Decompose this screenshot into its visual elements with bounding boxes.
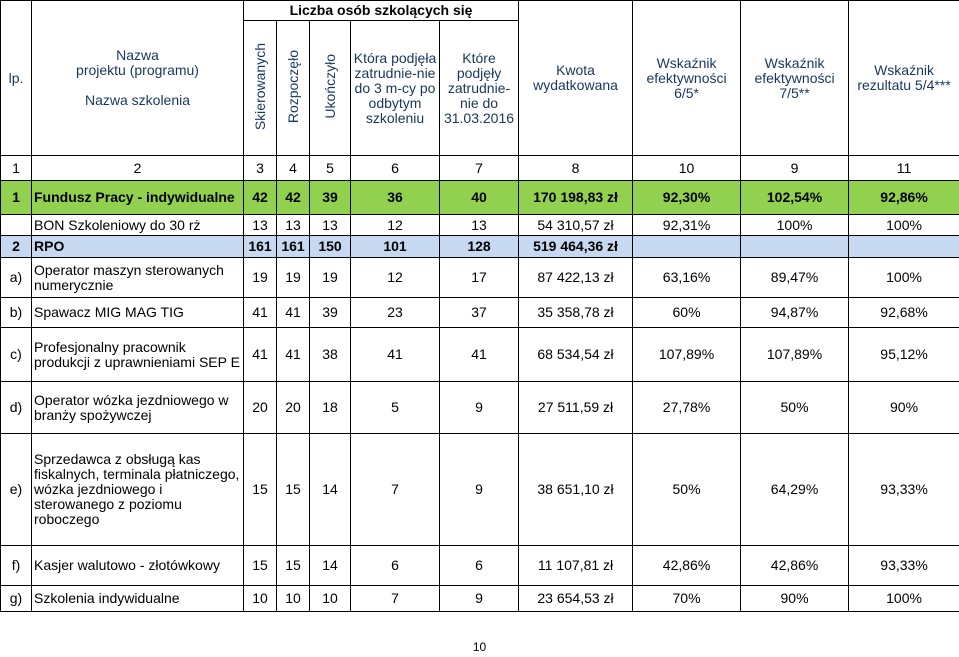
- row-cell-c7: 9: [440, 586, 519, 612]
- skierowanych-label: Skierowanych: [251, 42, 268, 131]
- row-cell-c11: 93,33%: [849, 434, 959, 546]
- row-cell-c5: 39: [310, 298, 351, 328]
- row-cell-c6: 23: [351, 298, 440, 328]
- colnum: 5: [310, 156, 351, 181]
- row-cell-c7: 9: [440, 434, 519, 546]
- row-cell-c5: 39: [310, 181, 351, 215]
- col-w65-header: Wskaźnik efektywności 6/5*: [633, 1, 741, 156]
- row-cell-c3: 15: [244, 434, 277, 546]
- row-cell-c4: 42: [277, 181, 310, 215]
- row-cell-c10: 42,86%: [741, 546, 849, 586]
- row-name: BON Szkoleniowy do 30 rż: [32, 215, 244, 236]
- row-lp: f): [1, 546, 32, 586]
- row-cell-c5: 14: [310, 546, 351, 586]
- row-cell-c10: 107,89%: [741, 328, 849, 382]
- row-cell-c6: 12: [351, 215, 440, 236]
- row-cell-c3: 41: [244, 328, 277, 382]
- row-cell-c7: 6: [440, 546, 519, 586]
- col-ukonczylo-header: [310, 21, 351, 156]
- table-row: [1, 298, 959, 328]
- group-header: Liczba osób szkolących się: [244, 1, 519, 21]
- row-cell-c5: 18: [310, 382, 351, 434]
- col-name-header: [32, 1, 244, 156]
- row-cell-c5: 13: [310, 215, 351, 236]
- row-cell-c10: 94,87%: [741, 298, 849, 328]
- row-cell-c7: 13: [440, 215, 519, 236]
- row-cell-c4: 15: [277, 546, 310, 586]
- row-cell-c6: 7: [351, 434, 440, 546]
- row-cell-c4: 41: [277, 298, 310, 328]
- table-row: [1, 236, 959, 258]
- row-cell-c3: 19: [244, 258, 277, 298]
- column-numbers-row: [1, 156, 959, 181]
- row-cell-c9: 60%: [633, 298, 741, 328]
- colnum: 3: [244, 156, 277, 181]
- row-cell-c4: 15: [277, 434, 310, 546]
- row-lp: b): [1, 298, 32, 328]
- row-cell-c11: [849, 236, 959, 258]
- ukonczylo-label: Ukończyło: [321, 54, 338, 119]
- row-cell-c11: 100%: [849, 258, 959, 298]
- row-cell-c8: 87 422,13 zł: [519, 258, 633, 298]
- table-row: [1, 258, 959, 298]
- row-cell-c11: 100%: [849, 215, 959, 236]
- row-cell-c8: 11 107,81 zł: [519, 546, 633, 586]
- colnum: 10: [633, 156, 741, 181]
- row-name: Profesjonalny pracownik produkcji z uprawnieniami SEP E: [32, 328, 244, 382]
- row-name: Spawacz MIG MAG TIG: [32, 298, 244, 328]
- row-cell-c5: 14: [310, 434, 351, 546]
- row-cell-c4: 13: [277, 215, 310, 236]
- row-cell-c8: 38 651,10 zł: [519, 434, 633, 546]
- row-cell-c10: 102,54%: [741, 181, 849, 215]
- row-lp: 2: [1, 236, 32, 258]
- row-cell-c9: 92,30%: [633, 181, 741, 215]
- table-row: [1, 215, 959, 236]
- table-row: [1, 434, 959, 546]
- row-cell-c3: 10: [244, 586, 277, 612]
- row-cell-c9: 42,86%: [633, 546, 741, 586]
- row-cell-c6: 101: [351, 236, 440, 258]
- row-cell-c8: 23 654,53 zł: [519, 586, 633, 612]
- colnum: 9: [741, 156, 849, 181]
- row-cell-c10: 90%: [741, 586, 849, 612]
- rozpoczelo-label: Rozpoczęło: [284, 49, 301, 124]
- row-lp: c): [1, 328, 32, 382]
- table-row: [1, 586, 959, 612]
- row-cell-c4: 10: [277, 586, 310, 612]
- row-cell-c3: 15: [244, 546, 277, 586]
- row-cell-c11: 100%: [849, 586, 959, 612]
- row-cell-c5: 19: [310, 258, 351, 298]
- row-cell-c6: 5: [351, 382, 440, 434]
- table-row: [1, 382, 959, 434]
- row-lp: 1: [1, 181, 32, 215]
- name-header-line3: Nazwa szkolenia: [84, 92, 191, 108]
- row-cell-c6: 7: [351, 586, 440, 612]
- row-cell-c4: 161: [277, 236, 310, 258]
- row-name: Fundusz Pracy - indywidualne: [32, 181, 244, 215]
- colnum: 4: [277, 156, 310, 181]
- row-cell-c3: 20: [244, 382, 277, 434]
- row-cell-c6: 41: [351, 328, 440, 382]
- col-podjela-header: Która podjęła zatrudnie-nie do 3 m-cy po odbytym szkoleniu: [351, 21, 440, 156]
- name-header-line2: projektu (programu): [76, 62, 199, 78]
- row-cell-c7: 37: [440, 298, 519, 328]
- row-name: Kasjer walutowo - złotówkowy: [32, 546, 244, 586]
- row-lp: g): [1, 586, 32, 612]
- row-name: Sprzedawca z obsługą kas fiskalnych, terminala płatniczego, wózka jezdniowego i sterowanego z poziomu roboczego: [32, 434, 244, 546]
- row-cell-c5: 38: [310, 328, 351, 382]
- row-name: Szkolenia indywidualne: [32, 586, 244, 612]
- row-cell-c9: [633, 236, 741, 258]
- header-row-top: [1, 1, 959, 21]
- colnum: 7: [440, 156, 519, 181]
- row-lp: e): [1, 434, 32, 546]
- row-cell-c6: 12: [351, 258, 440, 298]
- colnum: 6: [351, 156, 440, 181]
- row-cell-c6: 6: [351, 546, 440, 586]
- row-cell-c4: 19: [277, 258, 310, 298]
- row-cell-c9: 63,16%: [633, 258, 741, 298]
- col-lp-header: lp.: [1, 1, 32, 156]
- colnum: 2: [32, 156, 244, 181]
- table-row: [1, 546, 959, 586]
- row-cell-c9: 50%: [633, 434, 741, 546]
- row-cell-c10: 100%: [741, 215, 849, 236]
- row-cell-c7: 9: [440, 382, 519, 434]
- data-rows: [1, 181, 959, 612]
- table-row: [1, 328, 959, 382]
- row-cell-c8: 170 198,83 zł: [519, 181, 633, 215]
- row-cell-c9: 107,89%: [633, 328, 741, 382]
- row-cell-c11: 92,86%: [849, 181, 959, 215]
- row-cell-c11: 92,68%: [849, 298, 959, 328]
- row-cell-c3: 42: [244, 181, 277, 215]
- colnum: 11: [849, 156, 959, 181]
- row-cell-c4: 20: [277, 382, 310, 434]
- col-skierowanych-header: [244, 21, 277, 156]
- row-cell-c7: 128: [440, 236, 519, 258]
- colnum: 8: [519, 156, 633, 181]
- row-cell-c10: 50%: [741, 382, 849, 434]
- table-row: [1, 181, 959, 215]
- page-number: 10: [472, 640, 487, 654]
- row-cell-c3: 41: [244, 298, 277, 328]
- row-name: Operator maszyn sterowanych numerycznie: [32, 258, 244, 298]
- row-cell-c8: 519 464,36 zł: [519, 236, 633, 258]
- row-cell-c9: 27,78%: [633, 382, 741, 434]
- col-kwota-header: Kwota wydatkowana: [519, 1, 633, 156]
- row-cell-c11: 93,33%: [849, 546, 959, 586]
- colnum: 1: [1, 156, 32, 181]
- row-cell-c8: 27 511,59 zł: [519, 382, 633, 434]
- row-lp: [1, 215, 32, 236]
- row-lp: d): [1, 382, 32, 434]
- row-cell-c4: 41: [277, 328, 310, 382]
- row-cell-c10: 89,47%: [741, 258, 849, 298]
- row-cell-c11: 95,12%: [849, 328, 959, 382]
- row-cell-c11: 90%: [849, 382, 959, 434]
- name-header-line1: Nazwa: [116, 47, 159, 63]
- row-cell-c7: 40: [440, 181, 519, 215]
- row-cell-c3: 13: [244, 215, 277, 236]
- col-w75-header: Wskaźnik efektywności 7/5**: [741, 1, 849, 156]
- row-cell-c7: 41: [440, 328, 519, 382]
- row-cell-c6: 36: [351, 181, 440, 215]
- col-rozpoczelo-header: [277, 21, 310, 156]
- col-podjely-header: Które podjęły zatrudnie-nie do 31.03.2016: [440, 21, 519, 156]
- row-cell-c5: 150: [310, 236, 351, 258]
- row-cell-c8: 68 534,54 zł: [519, 328, 633, 382]
- row-cell-c5: 10: [310, 586, 351, 612]
- row-name: RPO: [32, 236, 244, 258]
- row-cell-c3: 161: [244, 236, 277, 258]
- row-cell-c8: 35 358,78 zł: [519, 298, 633, 328]
- col-w54-header: Wskaźnik rezultatu 5/4***: [849, 1, 959, 156]
- row-name: Operator wózka jezdniowego w branży spożywczej: [32, 382, 244, 434]
- row-cell-c9: 92,31%: [633, 215, 741, 236]
- row-cell-c10: [741, 236, 849, 258]
- row-cell-c8: 54 310,57 zł: [519, 215, 633, 236]
- row-cell-c10: 64,29%: [741, 434, 849, 546]
- row-lp: a): [1, 258, 32, 298]
- row-cell-c9: 70%: [633, 586, 741, 612]
- row-cell-c7: 17: [440, 258, 519, 298]
